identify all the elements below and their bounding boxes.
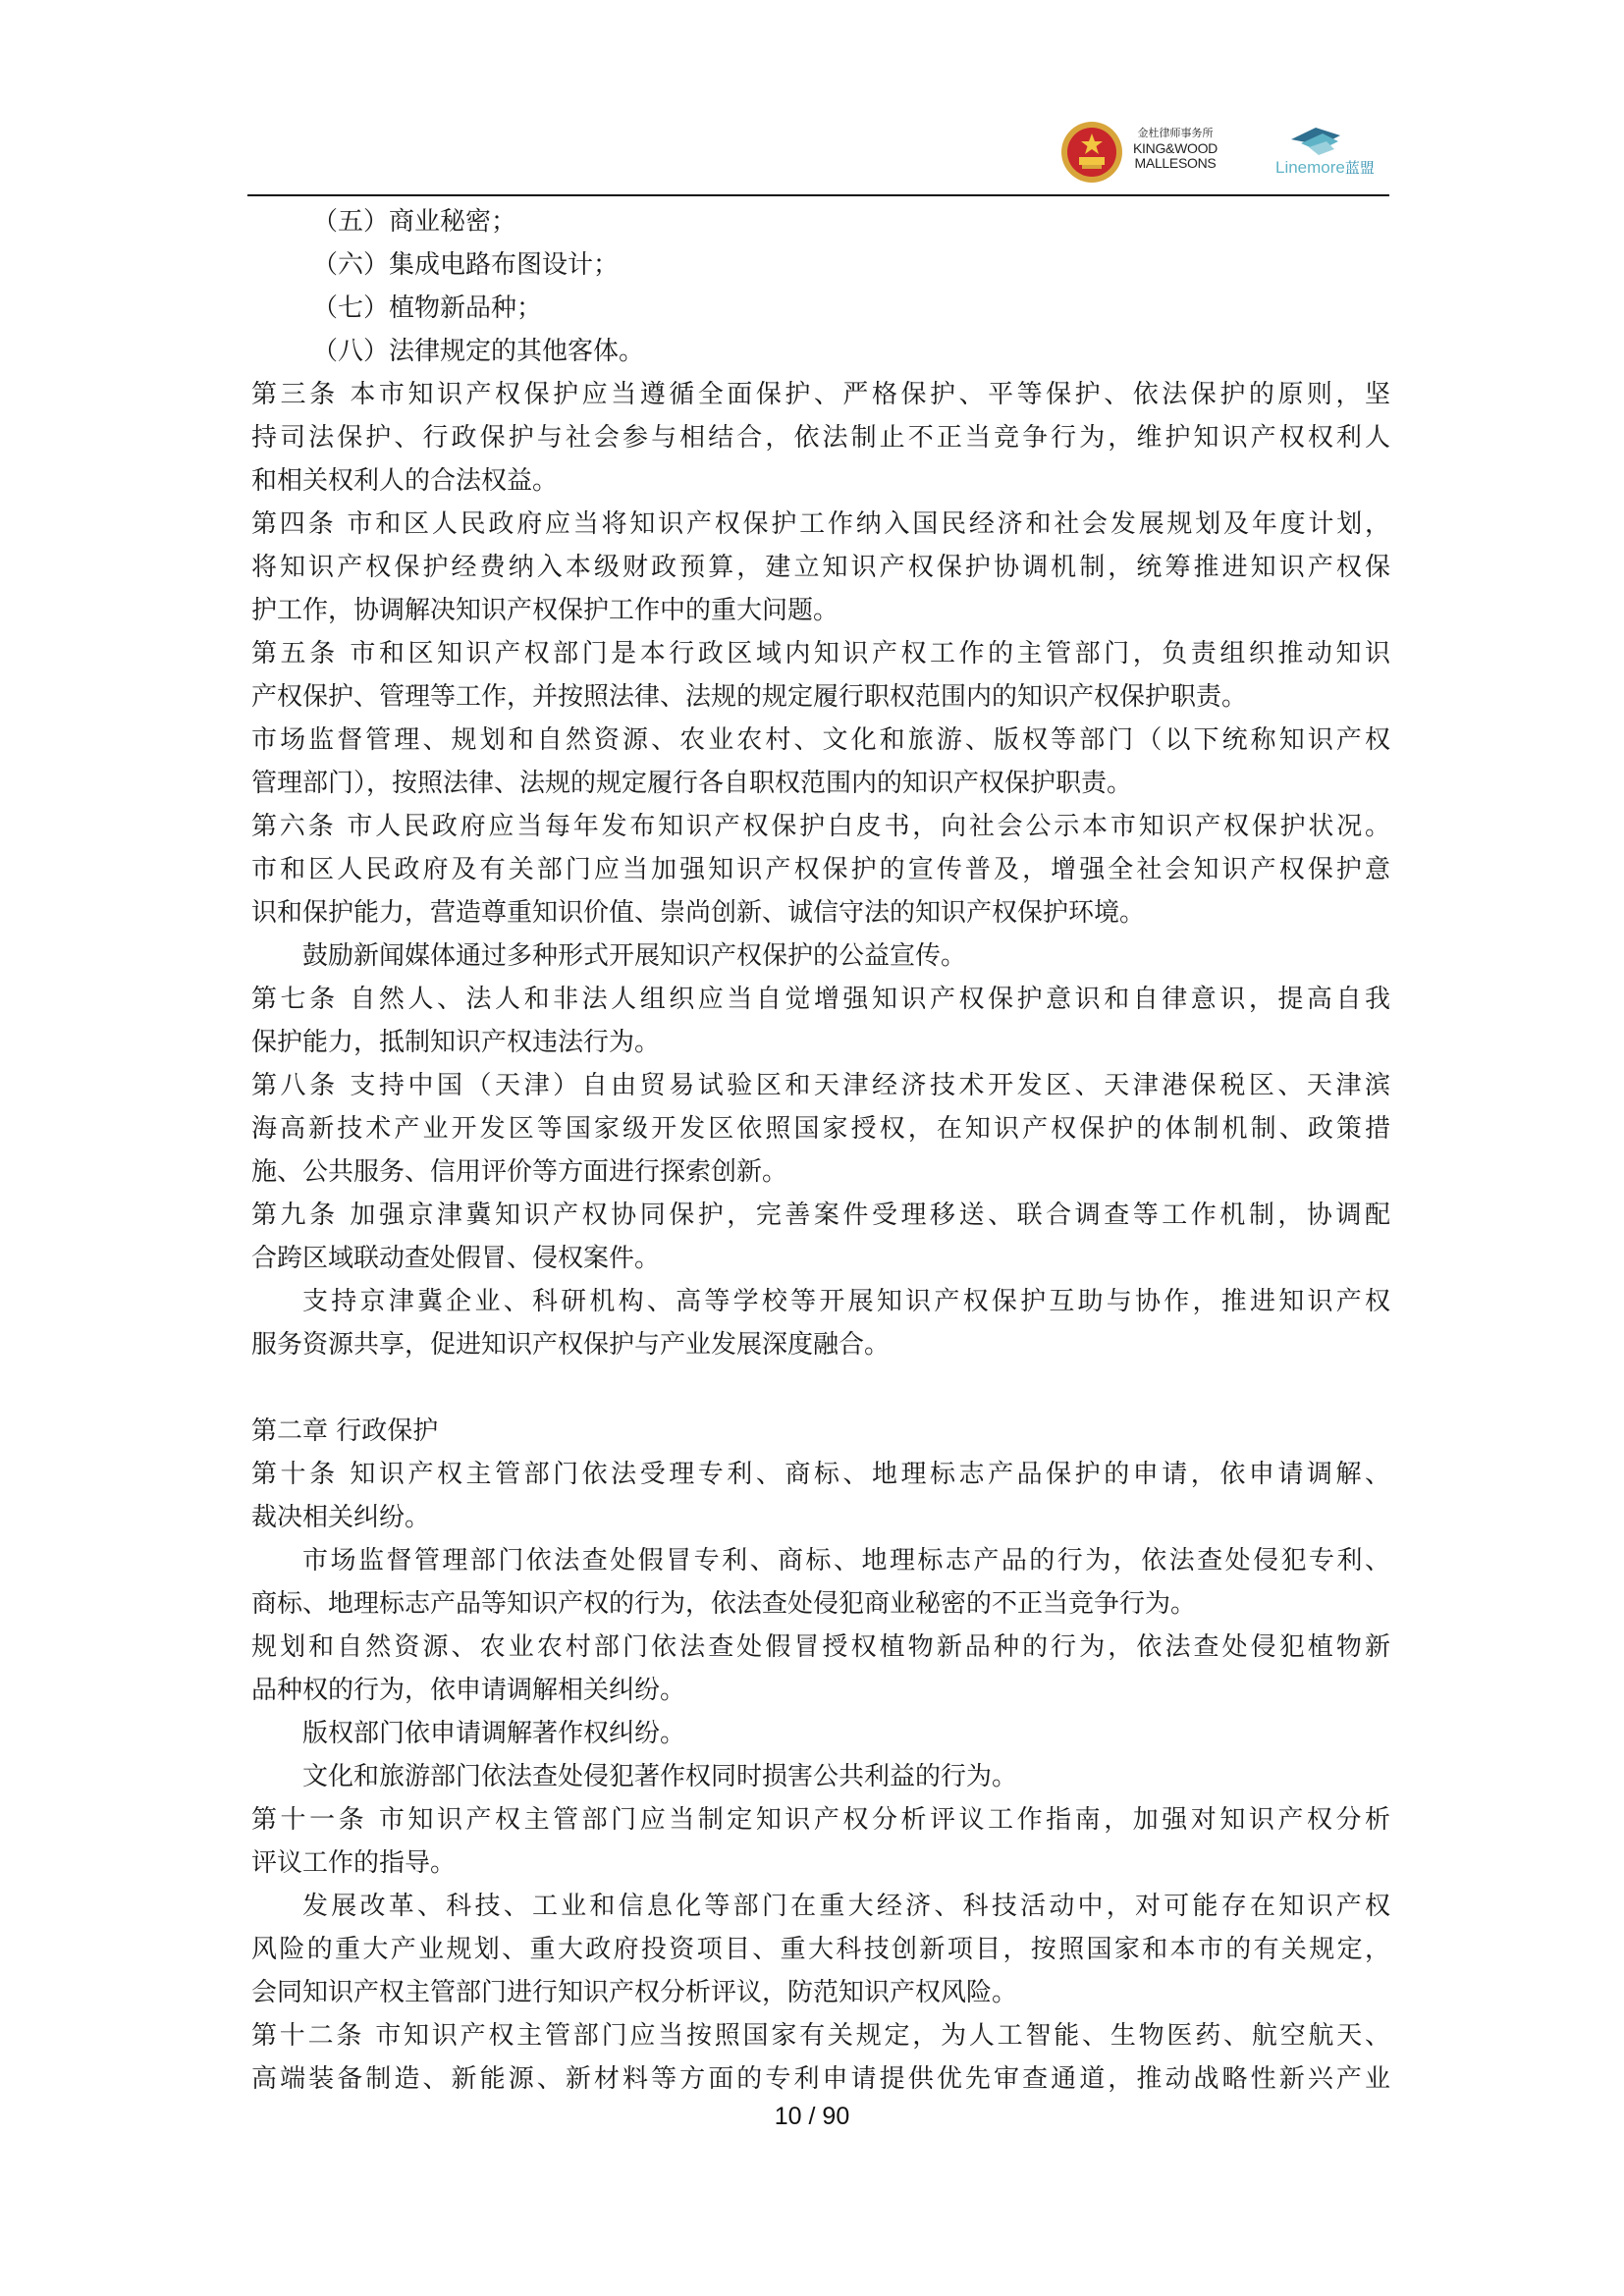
text-line: （八）法律规定的其他客体。 xyxy=(312,337,645,366)
linemore-wordmark xyxy=(1275,157,1375,178)
text-line: 第四条 市和区人民政府应当将知识产权保护工作纳入国民经济和社会发展规划及年度计划， xyxy=(251,509,1390,539)
text-line: 第七条 自然人、法人和非法人组织应当自觉增强知识产权保护意识和自律意识，提高自我 xyxy=(251,985,1390,1014)
text-line: 会同知识产权主管部门进行知识产权分析评议，防范知识产权风险。 xyxy=(251,1978,1018,2007)
text-line: 和相关权利人的合法权益。 xyxy=(251,466,559,496)
linemore-chinese-name: 蓝盟 xyxy=(1344,159,1375,177)
text-line: 持司法保护、行政保护与社会参与相结合，依法制止不正当竞争行为，维护知识产权权利人 xyxy=(251,423,1390,453)
text-line: 发展改革、科技、工业和信息化等部门在重大经济、科技活动中，对可能存在知识产权 xyxy=(302,1892,1390,1921)
text-line: 保护能力，抵制知识产权违法行为。 xyxy=(251,1028,661,1057)
linemore-english-name: Linemore xyxy=(1275,158,1345,177)
text-line: 第六条 市人民政府应当每年发布知识产权保护白皮书，向社会公示本市知识产权保护状况。 xyxy=(251,812,1390,841)
text-line: 市场监督管理、规划和自然资源、农业农村、文化和旅游、版权等部门（以下统称知识产权 xyxy=(251,725,1390,755)
text-line: 施、公共服务、信用评价等方面进行探索创新。 xyxy=(251,1157,788,1187)
text-line: 裁决相关纠纷。 xyxy=(251,1503,431,1532)
text-line: 将知识产权保护经费纳入本级财政预算，建立知识产权保护协调机制，统筹推进知识产权保 xyxy=(251,553,1390,582)
chapter-heading: 第二章 行政保护 xyxy=(251,1416,439,1446)
text-line: 产权保护、管理等工作，并按照法律、法规的规定履行职权范围内的知识产权保护职责。 xyxy=(251,682,1248,712)
kwm-chinese-name: 金杜律师事务所 xyxy=(1137,127,1214,139)
kwm-logo xyxy=(1126,128,1224,170)
text-line: 支持京津冀企业、科研机构、高等学校等开展知识产权保护互助与协作，推进知识产权 xyxy=(302,1287,1390,1316)
text-line: （七）植物新品种； xyxy=(312,294,543,323)
kwm-english-name-line2: MALLESONS xyxy=(1134,154,1217,171)
text-line: 文化和旅游部门依法查处侵犯著作权同时损害公共利益的行为。 xyxy=(302,1762,1018,1791)
text-line: 鼓励新闻媒体通过多种形式开展知识产权保护的公益宣传。 xyxy=(302,941,967,971)
text-line: 规划和自然资源、农业农村部门依法查处假冒授权植物新品种的行为，依法查处侵犯植物新 xyxy=(251,1632,1390,1662)
linemore-logo xyxy=(1262,122,1375,181)
text-line: 管理部门），按照法律、法规的规定履行各自职权范围内的知识产权保护职责。 xyxy=(251,769,1133,798)
text-line: 第三条 本市知识产权保护应当遵循全面保护、严格保护、平等保护、依法保护的原则，坚 xyxy=(251,380,1390,409)
document-body xyxy=(251,200,1390,2101)
text-line: 第五条 市和区知识产权部门是本行政区域内知识产权工作的主管部门，负责组织推动知识 xyxy=(251,639,1390,668)
text-line: 第八条 支持中国（天津）自由贸易试验区和天津经济技术开发区、天津港保税区、天津滨 xyxy=(251,1071,1390,1100)
linemore-logo-icon xyxy=(1262,122,1370,161)
text-line: （五）商业秘密； xyxy=(312,207,517,237)
header-rule xyxy=(247,194,1389,196)
text-line: 市和区人民政府及有关部门应当加强知识产权保护的宣传普及，增强全社会知识产权保护意 xyxy=(251,855,1390,884)
text-line: 市场监督管理部门依法查处假冒专利、商标、地理标志产品的行为，依法查处侵犯专利、 xyxy=(302,1546,1390,1575)
text-line: 第九条 加强京津冀知识产权协同保护，完善案件受理移送、联合调查等工作机制，协调配 xyxy=(251,1201,1390,1230)
text-line: 海高新技术产业开发区等国家级开发区依照国家授权，在知识产权保护的体制机制、政策措 xyxy=(251,1114,1390,1144)
text-line: 品种权的行为，依申请调解相关纠纷。 xyxy=(251,1676,686,1705)
text-line: （六）集成电路布图设计； xyxy=(312,250,620,280)
blank-line xyxy=(251,1366,1390,1410)
text-line: 商标、地理标志产品等知识产权的行为，依法查处侵犯商业秘密的不正当竞争行为。 xyxy=(251,1589,1197,1619)
text-line: 服务资源共享，促进知识产权保护与产业发展深度融合。 xyxy=(251,1330,891,1360)
text-line: 识和保护能力，营造尊重知识价值、崇尚创新、诚信守法的知识产权保护环境。 xyxy=(251,898,1146,928)
text-line: 评议工作的指导。 xyxy=(251,1848,457,1878)
national-emblem-icon xyxy=(1059,120,1124,185)
text-line: 合跨区域联动查处假冒、侵权案件。 xyxy=(251,1244,661,1273)
text-line: 护工作，协调解决知识产权保护工作中的重大问题。 xyxy=(251,596,839,625)
text-line: 第十二条 市知识产权主管部门应当按照国家有关规定，为人工智能、生物医药、航空航天、 xyxy=(251,2021,1390,2051)
page-header xyxy=(247,108,1389,196)
text-line: 高端装备制造、新能源、新材料等方面的专利申请提供优先审查通道，推动战略性新兴产业 xyxy=(251,2064,1390,2094)
page-number: 10 / 90 xyxy=(774,2103,850,2130)
text-line: 第十一条 市知识产权主管部门应当制定知识产权分析评议工作指南，加强对知识产权分析 xyxy=(251,1805,1390,1835)
text-line: 版权部门依申请调解著作权纠纷。 xyxy=(302,1719,686,1748)
text-line: 第十条 知识产权主管部门依法受理专利、商标、地理标志产品保护的申请，依申请调解、 xyxy=(251,1460,1390,1489)
text-line: 风险的重大产业规划、重大政府投资项目、重大科技创新项目，按照国家和本市的有关规定， xyxy=(251,1935,1390,1964)
kwm-english-name-line1: KING&WOOD xyxy=(1133,140,1218,156)
